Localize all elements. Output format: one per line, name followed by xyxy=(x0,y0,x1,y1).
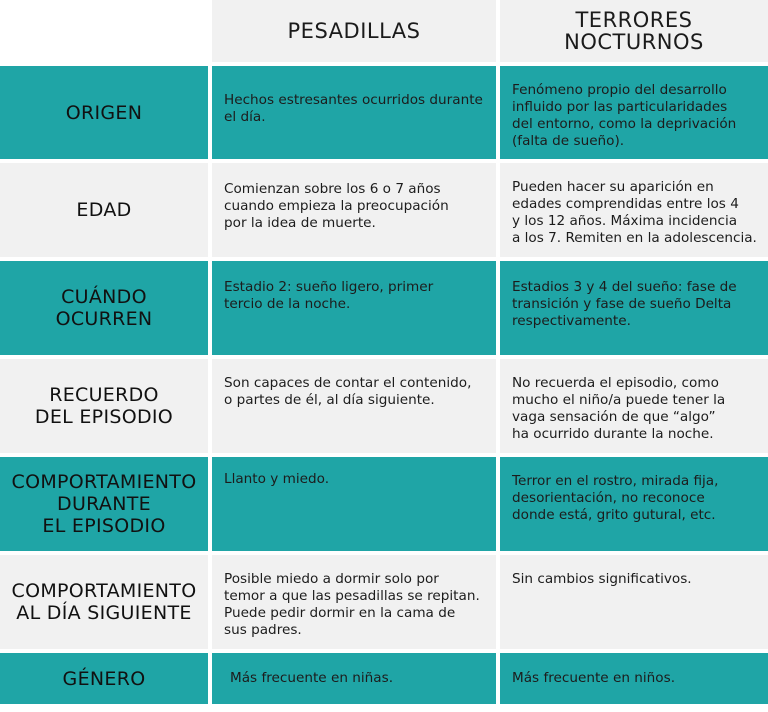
header-pesadillas-text: PESADILLAS xyxy=(287,19,421,43)
cell-text: Sin cambios significativos. xyxy=(512,571,692,587)
cell-terrores-siguiente xyxy=(500,555,768,653)
cell-text: Pueden hacer su aparición en edades comprendidas entre los 4 y los 12 años. Máxima incidencia a los 7. Remiten en la adolescencia. xyxy=(512,179,757,246)
row-label-text: GÉNERO xyxy=(62,667,146,690)
row-label-text: COMPORTAMIENTO DURANTE EL EPISODIO xyxy=(11,471,197,537)
cell-terrores-origen xyxy=(500,66,768,163)
row-label-cuando-ocurren xyxy=(0,261,212,359)
cell-pesadillas-edad xyxy=(212,163,500,261)
cell-pesadillas-cuando xyxy=(212,261,500,359)
header-terrores-text: TERRORES NOCTURNOS xyxy=(564,8,704,54)
cell-text: Estadios 3 y 4 del sueño: fase de transición y fase de sueño Delta respectivamente. xyxy=(512,279,737,329)
row-label-text: ORIGEN xyxy=(65,101,143,124)
row-label-comportamiento-siguiente xyxy=(0,555,212,653)
cell-text: Son capaces de contar el contenido, o partes de él, al día siguiente. xyxy=(224,375,472,408)
cell-text: Posible miedo a dormir solo por temor a que las pesadillas se repitan. Puede pedir dormir en la cama de sus padres. xyxy=(224,571,480,638)
cell-terrores-cuando xyxy=(500,261,768,359)
cell-pesadillas-genero xyxy=(212,653,500,708)
row-label-recuerdo xyxy=(0,359,212,457)
cell-text: Más frecuente en niñas. xyxy=(230,670,394,686)
row-comportamiento-siguiente xyxy=(0,555,768,653)
cell-text: Terror en el rostro, mirada fija, desorientación, no reconoce donde está, grito gutural, etc. xyxy=(512,473,719,523)
cell-terrores-durante xyxy=(500,457,768,555)
cell-text: Fenómeno propio del desarrollo influido por las particularidades del entorno, como la deprivación (falta de sueño). xyxy=(512,82,737,149)
row-label-text: EDAD xyxy=(76,199,132,221)
row-label-text: COMPORTAMIENTO AL DÍA SIGUIENTE xyxy=(11,580,197,624)
cell-text: Estadio 2: sueño ligero, primer tercio de la noche. xyxy=(224,279,434,312)
row-edad xyxy=(0,163,768,261)
cell-terrores-edad xyxy=(500,163,768,261)
cell-text: Comienzan sobre los 6 o 7 años cuando empieza la preocupación por la idea de muerte. xyxy=(224,181,449,231)
row-origen xyxy=(0,66,768,163)
cell-pesadillas-recuerdo xyxy=(212,359,500,457)
row-genero xyxy=(0,653,768,708)
row-cuando-ocurren xyxy=(0,261,768,359)
row-label-text: CUÁNDO OCURREN xyxy=(55,286,153,330)
row-label-text: RECUERDO DEL EPISODIO xyxy=(34,384,174,428)
cell-terrores-recuerdo xyxy=(500,359,768,457)
row-recuerdo xyxy=(0,359,768,457)
header-terrores-nocturnos xyxy=(500,0,768,66)
header-pesadillas xyxy=(212,0,500,66)
cell-pesadillas-durante xyxy=(212,457,500,555)
cell-text: No recuerda el episodio, como mucho el niño/a puede tener la vaga sensación de que “algo” ha ocurrido durante la noche. xyxy=(512,375,726,442)
header-row xyxy=(0,0,768,66)
cell-text: Más frecuente en niños. xyxy=(512,670,676,686)
row-label-origen xyxy=(0,66,212,163)
header-corner xyxy=(0,0,212,66)
row-label-genero xyxy=(0,653,212,708)
row-label-edad xyxy=(0,163,212,261)
cell-terrores-genero xyxy=(500,653,768,708)
cell-text: Llanto y miedo. xyxy=(224,471,330,487)
cell-text: Hechos estresantes ocurridos durante el día. xyxy=(224,92,483,125)
cell-pesadillas-origen xyxy=(212,66,500,163)
row-label-comportamiento-durante xyxy=(0,457,212,555)
row-comportamiento-durante xyxy=(0,457,768,555)
cell-pesadillas-siguiente xyxy=(212,555,500,653)
